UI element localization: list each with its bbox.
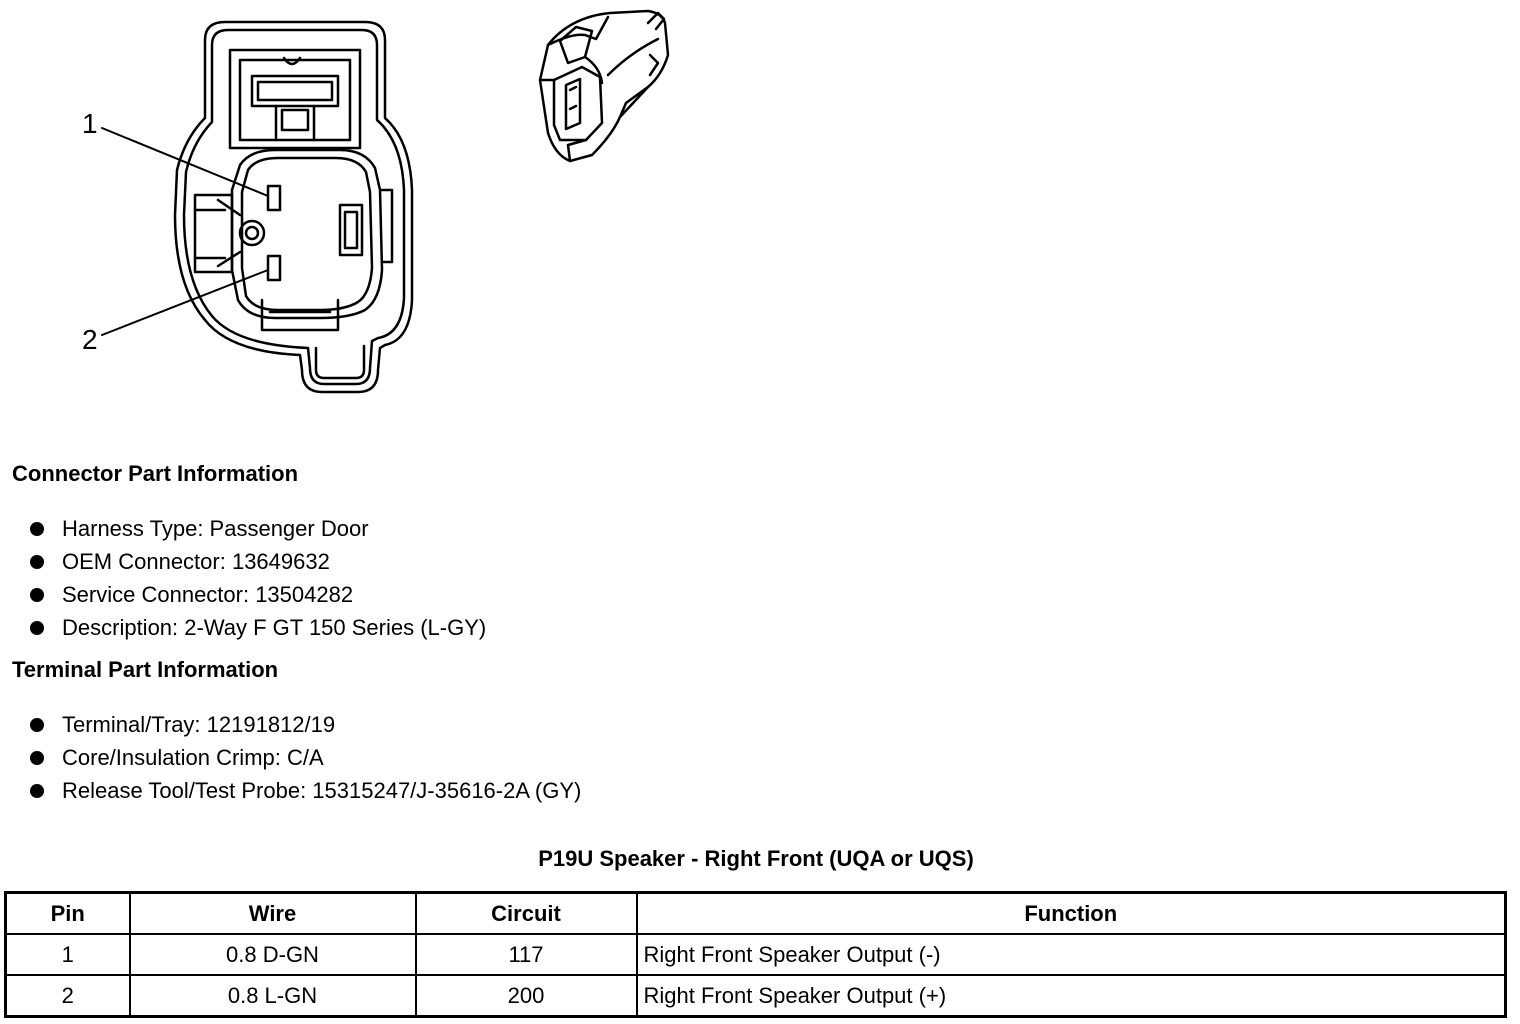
bullet-icon xyxy=(30,621,44,635)
table-header-row xyxy=(6,893,1506,935)
cell-function: Right Front Speaker Output (-) xyxy=(637,934,1506,975)
connector-info-list xyxy=(30,512,486,644)
bullet-icon xyxy=(30,784,44,798)
bullet-icon xyxy=(30,718,44,732)
bullet-icon xyxy=(30,522,44,536)
terminal-info-list xyxy=(30,708,581,807)
bullet-icon xyxy=(30,588,44,602)
connector-info-heading: Connector Part Information xyxy=(12,461,299,486)
column-header-function: Function xyxy=(637,893,1506,935)
connector-iso-illustration xyxy=(540,11,668,161)
list-item: Core/Insulation Crimp: C/A xyxy=(30,741,581,774)
callout-1-label: 1 xyxy=(82,108,98,139)
cell-circuit: 117 xyxy=(416,934,637,975)
cell-pin: 1 xyxy=(6,934,130,975)
list-item: Description: 2-Way F GT 150 Series (L-GY) xyxy=(30,611,486,644)
callout-2-leader xyxy=(102,270,268,335)
cell-pin: 2 xyxy=(6,975,130,1017)
list-item: Terminal/Tray: 12191812/19 xyxy=(30,708,581,741)
cell-circuit: 200 xyxy=(416,975,637,1017)
table-row xyxy=(6,975,1506,1017)
terminal-info-heading: Terminal Part Information xyxy=(12,657,279,682)
list-item: OEM Connector: 13649632 xyxy=(30,545,486,578)
callout-2-label: 2 xyxy=(82,324,98,355)
list-item: Release Tool/Test Probe: 15315247/J-35616-2A (GY) xyxy=(30,774,581,807)
column-header-wire: Wire xyxy=(130,893,416,935)
bullet-icon xyxy=(30,555,44,569)
cell-wire: 0.8 D-GN xyxy=(130,934,416,975)
column-header-pin: Pin xyxy=(6,893,130,935)
connector-face-illustration xyxy=(175,22,412,392)
pinout-table xyxy=(4,891,1507,1018)
list-item: Harness Type: Passenger Door xyxy=(30,512,486,545)
column-header-circuit: Circuit xyxy=(416,893,637,935)
cell-function: Right Front Speaker Output (+) xyxy=(637,975,1506,1017)
list-item: Service Connector: 13504282 xyxy=(30,578,486,611)
bullet-icon xyxy=(30,751,44,765)
table-title: P19U Speaker - Right Front (UQA or UQS) xyxy=(538,846,974,871)
table-row xyxy=(6,934,1506,975)
cell-wire: 0.8 L-GN xyxy=(130,975,416,1017)
connector-diagram xyxy=(0,0,720,420)
